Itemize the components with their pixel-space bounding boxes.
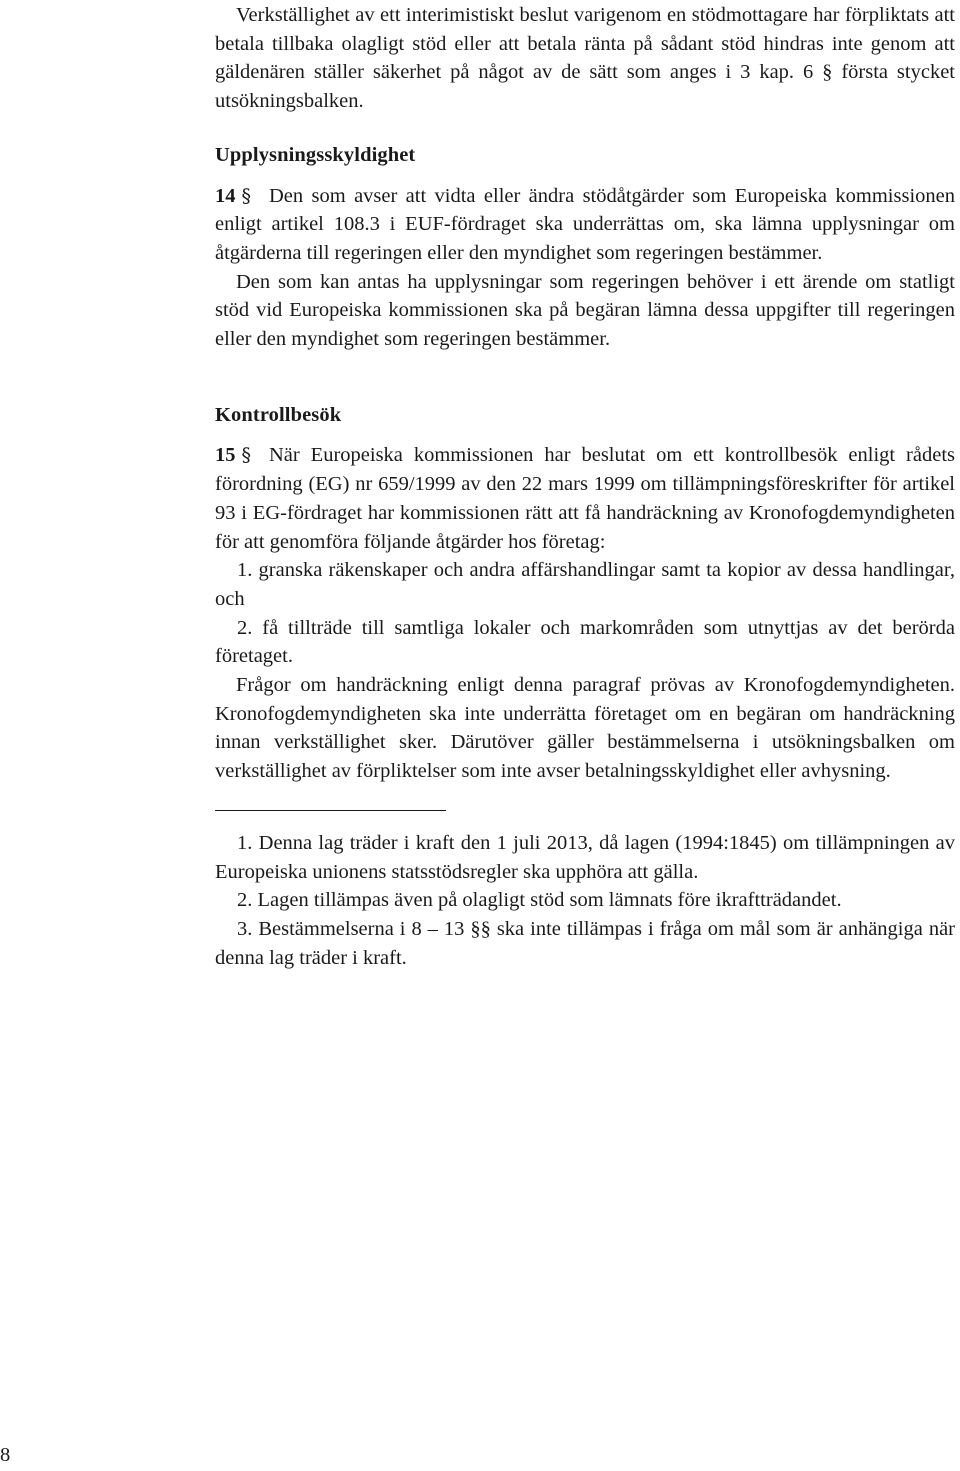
section-15-second-paragraph: Frågor om handräckning enligt denna paragraf prövas av Kronofogdemyndigheten. Kronofogdemyndigheten ska inte underrätta företaget om en begäran om handräckning innan verkställighet sker. Därutöver gäller bestämmelserna i utsökningsbalken om verkställighet av förpliktelser som inte avser betalningsskyldighet eller avhysning. xyxy=(215,674,955,783)
transitional-provision: 1. Denna lag träder i kraft den 1 juli 2013, då lagen (1994:1845) om tillämpningen av Europeiska unionens statsstödsregler ska upphöra att gälla. xyxy=(215,831,955,883)
section-sign-icon: § xyxy=(241,444,251,467)
section-14-second-paragraph: Den som kan antas ha upplysningar som regeringen behöver i ett ärende om statligt stöd vid Europeiska kommissionen ska på begäran lämna dessa uppgifter till regeringen eller den myndighet som regeringen bestämmer. xyxy=(215,270,955,351)
document-page xyxy=(215,0,955,972)
section-15-number: 15 xyxy=(215,444,236,467)
section-14-paragraph xyxy=(215,182,955,268)
section-14-text: Den som avser att vidta eller ändra stödåtgärder som Europeiska kommissionen enligt artikel 108.3 i EUF-fördraget ska underrättas om, ska lämna upplysningar om åtgärderna till regeringen eller den myndighet som regeringen bestämmer. xyxy=(215,184,955,264)
transitional-provision: 2. Lagen tillämpas även på olagligt stöd som lämnats före ikraftträdandet. xyxy=(237,889,842,912)
list-item: 1. granska räkenskaper och andra affärshandlingar samt ta kopior av dessa handlingar, och xyxy=(215,559,955,610)
heading-upplysningsskyldighet: Upplysningsskyldighet xyxy=(215,143,416,166)
intro-paragraph: Verkställighet av ett interimistiskt beslut varigenom en stödmottagare har förpliktats att betala tillbaka olagligt stöd eller att betala ränta på sådant stöd hindras inte genom att gäldenären ställer säkerhet på något av de sätt som anges i 3 kap. 6 § första stycket utsökningsbalken. xyxy=(215,4,955,113)
section-15-text: När Europeiska kommissionen har beslutat om ett kontrollbesök enligt rådets förordning (EG) nr 659/1999 av den 22 mars 1999 om tillämpningsföreskrifter för artikel 93 i EG-fördraget har kommissionen rätt att få handräckning av Kronofogdemyndigheten för att genomföra följande åtgärder hos företag: xyxy=(215,444,955,553)
section-15-paragraph xyxy=(215,441,955,556)
footnote-divider xyxy=(215,810,446,811)
section-14-number: 14 xyxy=(215,184,236,207)
transitional-provision: 3. Bestämmelserna i 8 – 13 §§ ska inte tillämpas i fråga om mål som är anhängiga när denna lag träder i kraft. xyxy=(215,917,955,969)
page-number: 8 xyxy=(0,1444,11,1466)
heading-kontrollbesok: Kontrollbesök xyxy=(215,403,342,426)
section-sign-icon: § xyxy=(241,184,251,207)
list-item: 2. få tillträde till samtliga lokaler och markområden som utnyttjas av det berörda företaget. xyxy=(215,616,955,668)
